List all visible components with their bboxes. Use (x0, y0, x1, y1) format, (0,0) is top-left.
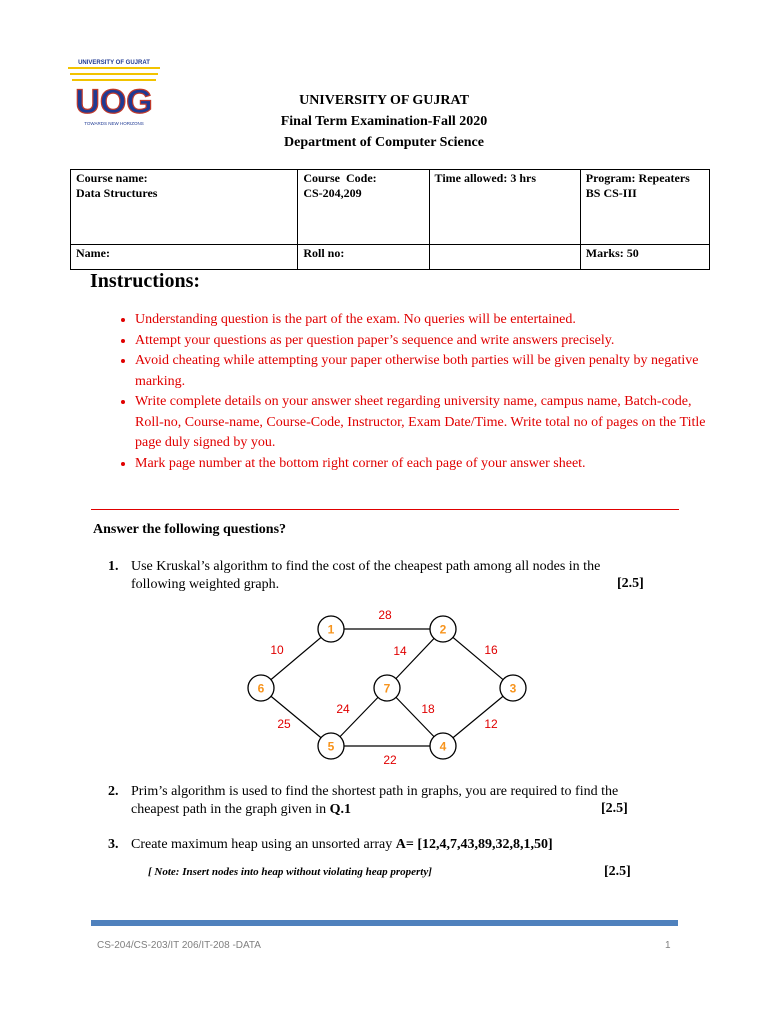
list-item: • Attempt your questions as per question paper’s sequence and write answers precisely. (135, 331, 715, 352)
list-item: • Mark page number at the bottom right corner of each page of your answer sheet. (135, 454, 715, 475)
list-item: • Write complete details on your answer sheet regarding university name, campus name, Batch-code, Roll-no, Course-name, Course-Code, Instructor, Exam Date/Time. Write total no of pages on the Title page duly signed by you. (135, 392, 715, 454)
edge-weight-7-5: 24 (336, 702, 350, 716)
question-text-line1: Prim’s algorithm is used to find the shortest path in graphs, you are required to find the (131, 784, 619, 799)
program-label: Program: Repeaters (585, 171, 690, 185)
edge-weight-7-4: 18 (421, 702, 435, 716)
graph-node-label-7: 7 (383, 681, 391, 696)
roll-no-label: Roll no: (303, 246, 345, 260)
edge-weight-5-4: 22 (383, 753, 397, 767)
time-allowed-cell (429, 170, 580, 245)
question-text-line1: Use Kruskal’s algorithm to find the cost of the cheapest path among all nodes in the (131, 559, 601, 574)
question-body (131, 836, 553, 854)
edge-weight-1-6: 10 (270, 643, 284, 657)
total-marks: Marks: 50 (585, 246, 639, 260)
footer-course: CS-204/CS-203/IT 206/IT-208 -DATA (97, 940, 261, 951)
course-code-cell (298, 170, 429, 245)
name-label: Name: (76, 246, 110, 260)
marks-cell (580, 245, 709, 270)
question-text-line2: following weighted graph. (131, 577, 280, 592)
question-1-marks: [2.5] (617, 576, 644, 591)
question-reference: Q.1 (329, 802, 352, 817)
list-item: • Avoid cheating while attempting your paper otherwise both parties will be given penalty by negative marking. (135, 351, 715, 392)
graph-node-label-5: 5 (327, 739, 335, 754)
empty-cell (429, 245, 580, 270)
graph-node-label-4: 4 (439, 739, 447, 754)
table-row (71, 170, 710, 245)
logo-letters: UOG (75, 83, 153, 121)
question-array: A= [12,4,7,43,89,32,8,1,50] (395, 837, 553, 852)
list-item: • Understanding question is the part of the exam. No queries will be entertained. (135, 310, 715, 331)
question-number: 2. (108, 784, 119, 799)
name-cell (71, 245, 298, 270)
roll-no-cell (298, 245, 429, 270)
graph-edge-1-6 (261, 629, 331, 688)
table-row (71, 245, 710, 270)
course-name-cell (71, 170, 298, 245)
course-code-label: Course Code: (303, 171, 377, 185)
graph-node-label-6: 6 (257, 681, 265, 696)
course-name-label: Course name: (76, 171, 148, 185)
instructions-list (98, 310, 715, 474)
weighted-graph (230, 600, 550, 775)
answer-title: Answer the following questions? (93, 522, 287, 537)
course-name-value: Data Structures (76, 186, 158, 200)
question-2-marks: [2.5] (601, 801, 628, 816)
time-allowed: Time allowed: 3 hrs (434, 171, 536, 185)
question-3-marks: [2.5] (604, 864, 631, 879)
edge-weight-2-3: 16 (484, 643, 498, 657)
question-text: cheapest path in the graph given in (131, 802, 330, 817)
program-value: BS CS-III (585, 186, 637, 200)
university-name: UNIVERSITY OF GUJRAT (299, 93, 469, 108)
graph-edge-2-3 (443, 629, 513, 688)
program-cell (580, 170, 709, 245)
footer-bar (91, 920, 678, 926)
edge-weight-2-7: 14 (393, 644, 407, 658)
logo-top-text: UNIVERSITY OF GUJRAT (78, 60, 150, 66)
page-number: 1 (665, 940, 671, 951)
question-number: 1. (108, 559, 119, 574)
question-number: 3. (108, 837, 119, 852)
question-body (131, 558, 600, 594)
course-code-value: CS-204,209 (303, 186, 362, 200)
department-name: Department of Computer Science (284, 135, 484, 150)
divider (91, 509, 679, 510)
edge-weight-3-4: 12 (484, 717, 498, 731)
edge-weight-1-2: 28 (378, 608, 392, 622)
course-info-table (70, 169, 710, 270)
instructions-title: Instructions: (90, 270, 201, 292)
graph-node-label-2: 2 (439, 622, 447, 637)
logo-tagline: TOWARDS NEW HORIZONS (84, 121, 144, 126)
graph-node-label-1: 1 (327, 622, 335, 637)
exam-title: Final Term Examination-Fall 2020 (280, 114, 488, 129)
edge-weight-6-5: 25 (277, 717, 291, 731)
question-body (131, 783, 618, 819)
question-text: Create maximum heap using an unsorted array (131, 837, 396, 852)
graph-node-label-3: 3 (509, 681, 517, 696)
question-3-note: [ Note: Insert nodes into heap without violating heap property] (148, 866, 432, 878)
question-text-line2 (131, 801, 618, 819)
